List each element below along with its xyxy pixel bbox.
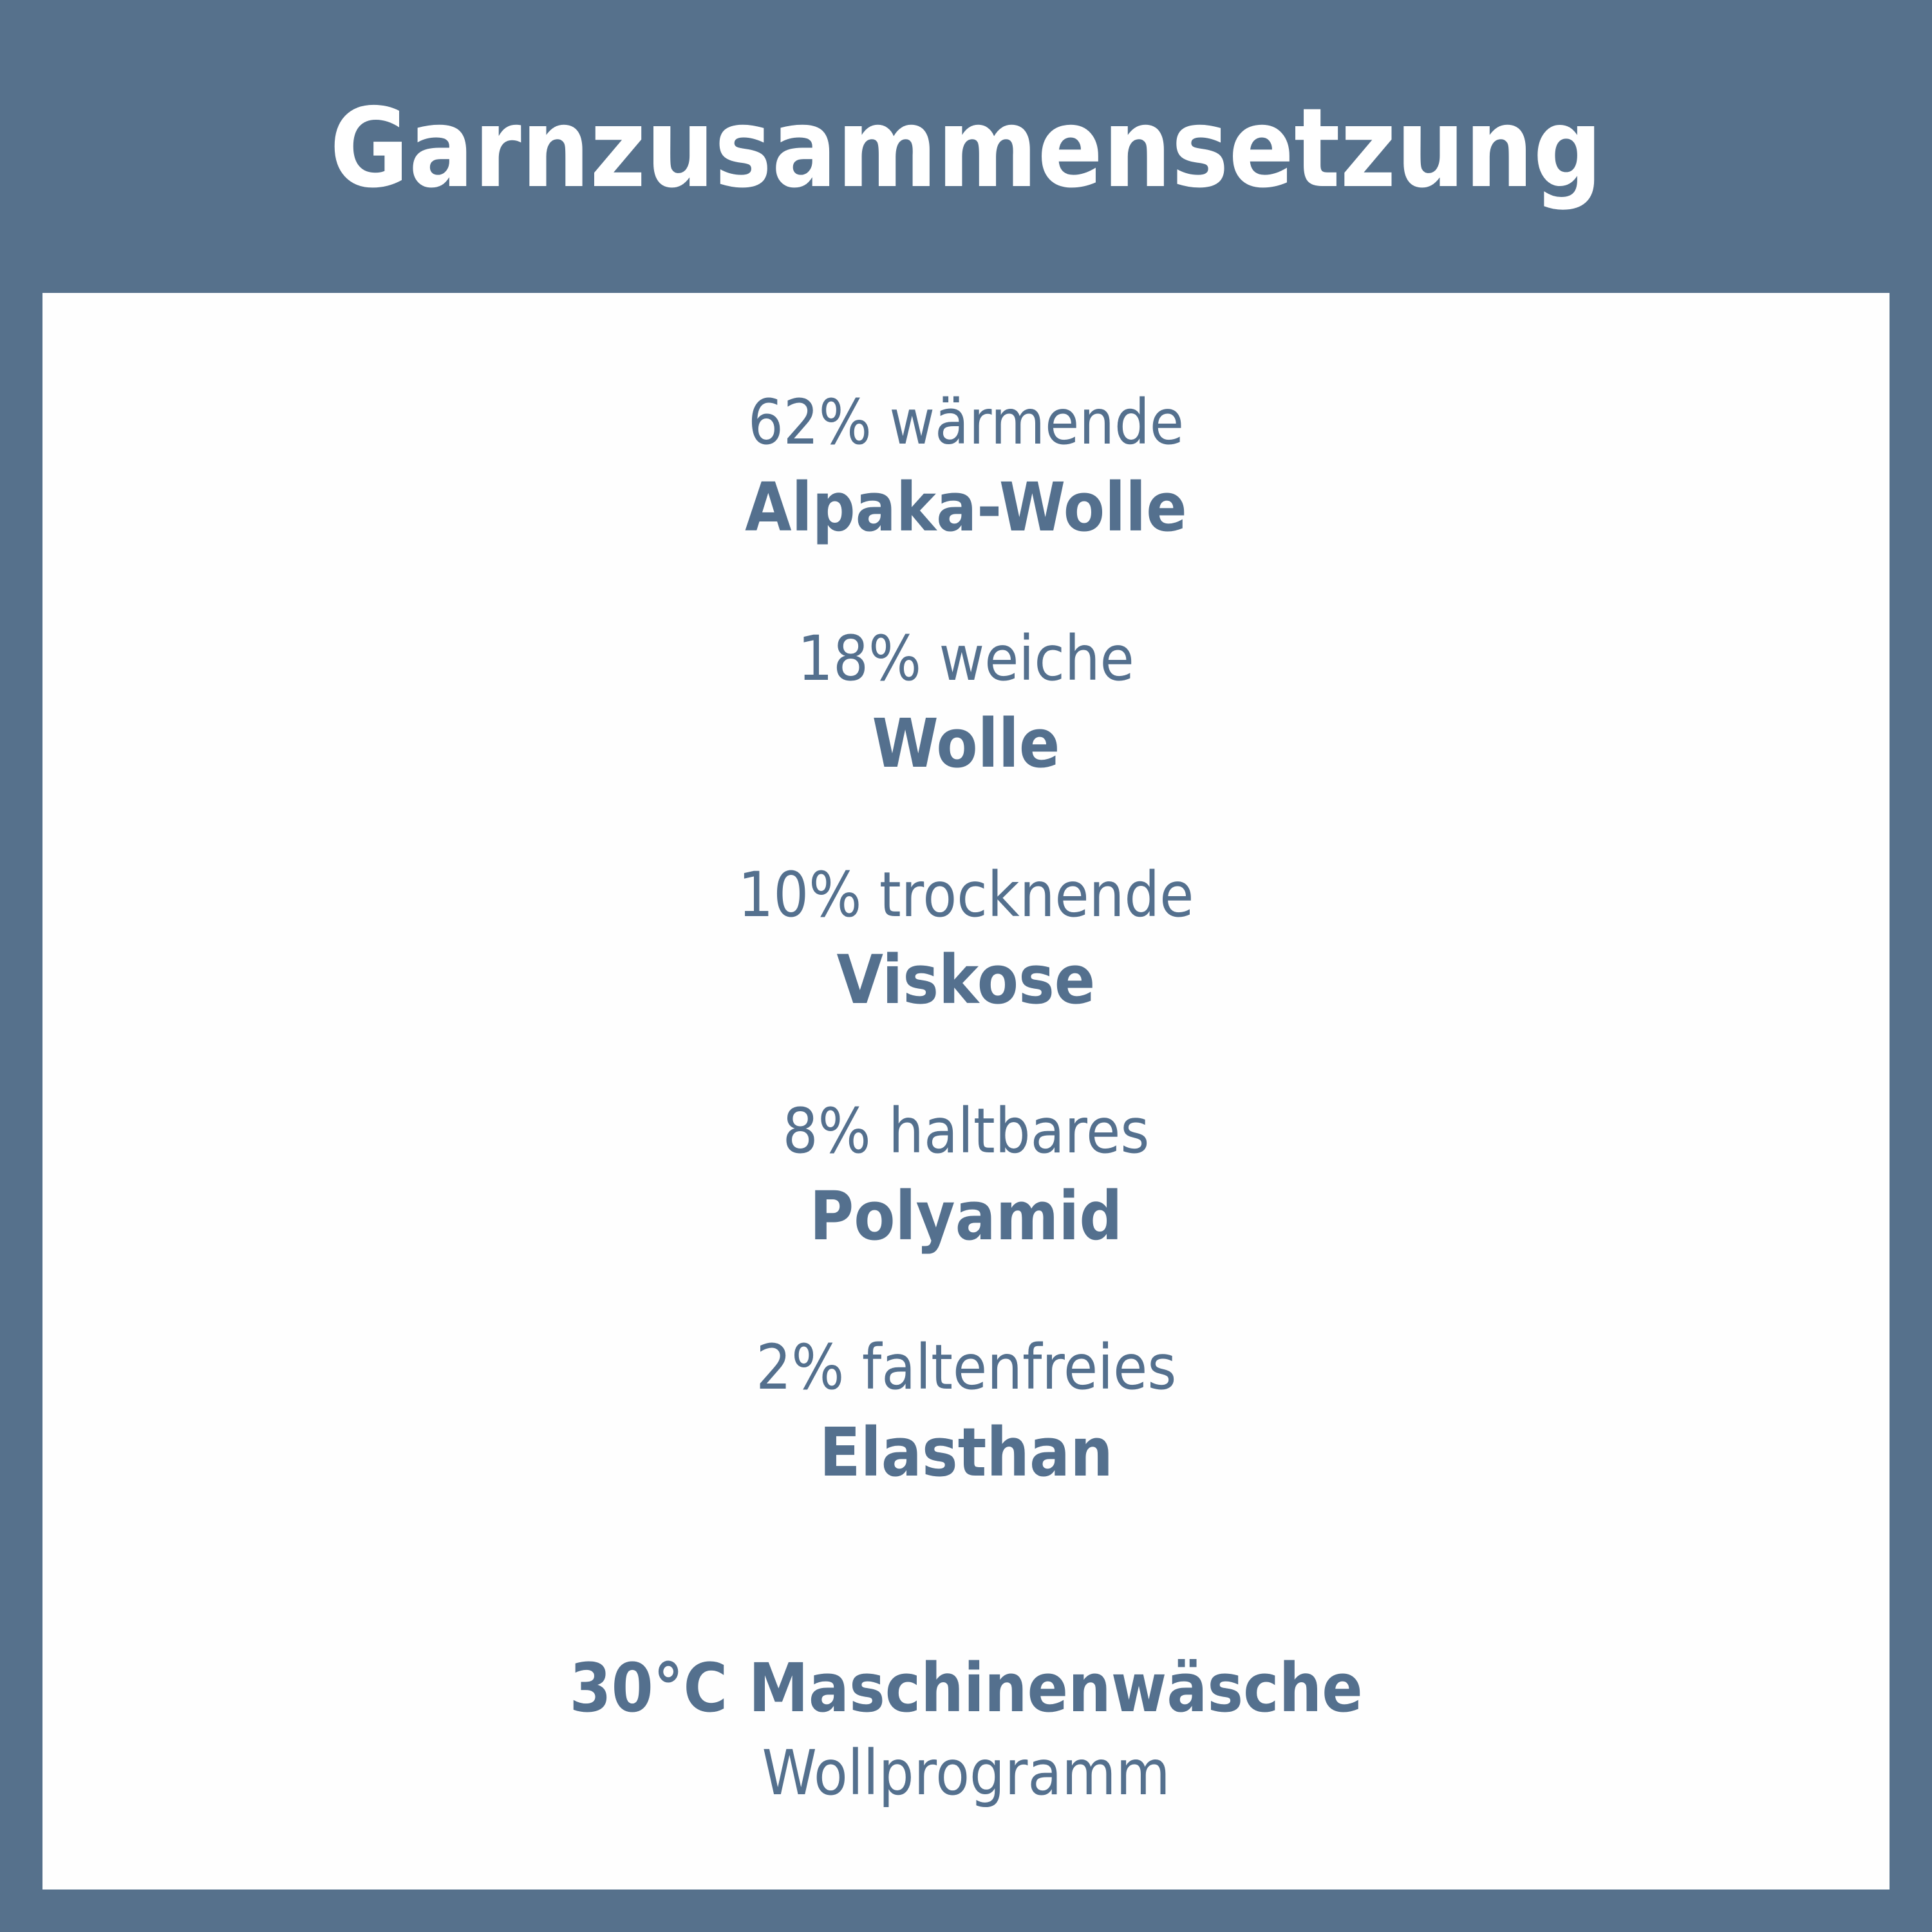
composition-item-elasthan (756, 1325, 1176, 1495)
care-sub-line: Wollprogramm (762, 1737, 1170, 1809)
content-panel (42, 293, 1890, 1890)
composition-item-viskose (738, 852, 1194, 1022)
composition-material: Alpaka-Wolle (745, 468, 1187, 547)
composition-descriptor: 18% weiche (798, 623, 1134, 695)
composition-item-alpaka (745, 380, 1187, 550)
composition-descriptor: 8% haltbares (782, 1095, 1150, 1167)
page-title: Garnzusammensetzung (330, 85, 1602, 212)
composition-descriptor: 2% faltenfreies (755, 1331, 1177, 1403)
composition-descriptor: 10% trocknende (738, 859, 1194, 931)
composition-descriptor: 62% wärmende (747, 386, 1185, 458)
care-main-line: 30°C Maschinenwäsche (569, 1649, 1363, 1727)
care-instructions (569, 1646, 1362, 1815)
composition-material: Elasthan (819, 1413, 1113, 1492)
composition-material: Polyamid (809, 1177, 1123, 1255)
composition-item-polyamid (783, 1089, 1150, 1259)
composition-material: Viskose (836, 941, 1096, 1019)
composition-item-wolle (798, 616, 1134, 786)
composition-material: Wolle (872, 704, 1060, 783)
